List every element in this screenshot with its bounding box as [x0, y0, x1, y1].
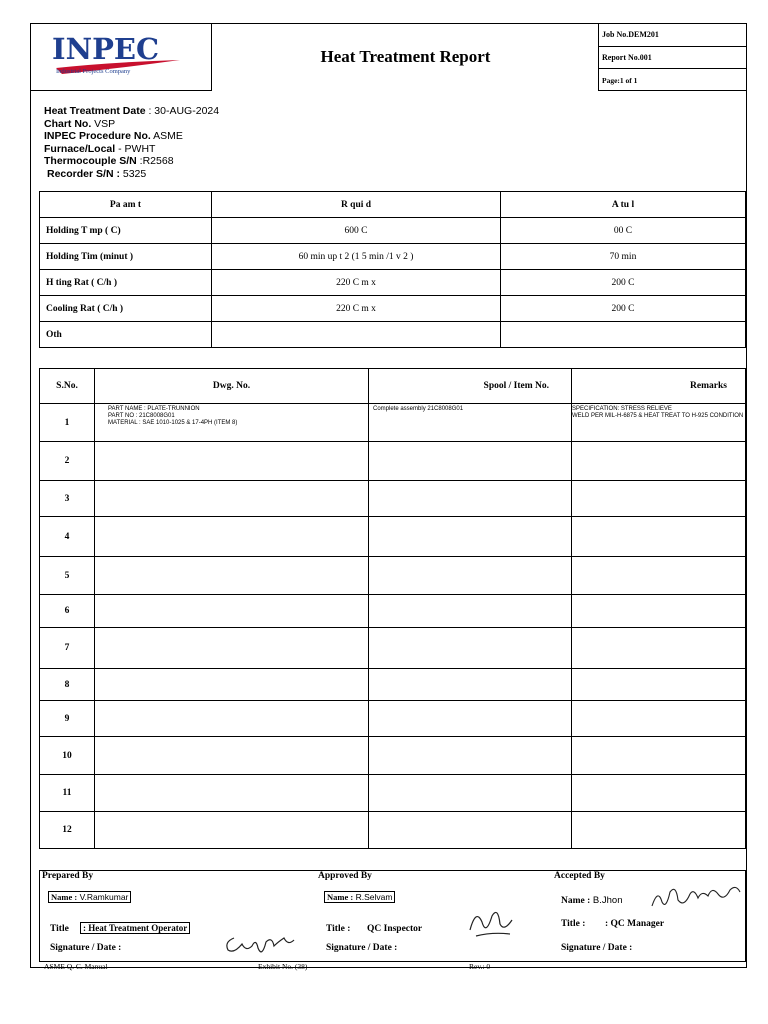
header-right-divider-1 [598, 46, 747, 47]
row-remarks [572, 628, 746, 669]
params-param: Cooling Rat ( C/h ) [40, 296, 212, 322]
dwg-part-name: PART NAME : PLATE-TRUNNION [108, 406, 200, 412]
prepared-title-label: Title [50, 924, 69, 934]
row-dwg [95, 628, 369, 669]
row-remarks [572, 517, 746, 557]
params-header-required: R qui d [212, 192, 501, 218]
row-sno: 4 [40, 517, 95, 557]
row-sno: 3 [40, 481, 95, 517]
params-actual [501, 322, 746, 348]
info-chart-value: VSP [91, 117, 116, 130]
row-spool [369, 517, 572, 557]
accepted-signature [648, 880, 744, 914]
row-remarks [572, 737, 746, 775]
row-sno: 7 [40, 628, 95, 669]
row-dwg [95, 557, 369, 595]
prepared-signature-label: Signature / Date : [50, 943, 122, 953]
approved-signature-label: Signature / Date : [326, 943, 398, 953]
params-required: 60 min up t 2 (1 5 min /1 v 2 ) [212, 244, 501, 270]
table-row [40, 701, 746, 737]
logo-text: INPEC [52, 32, 160, 66]
items-table [39, 368, 746, 849]
table-row [40, 481, 746, 517]
params-row [40, 270, 746, 296]
approved-title-value: QC Inspector [367, 924, 423, 934]
params-required: 220 C m x [212, 270, 501, 296]
row-sno: 9 [40, 701, 95, 737]
row-remarks [572, 812, 746, 849]
row-remarks [572, 669, 746, 701]
logo-tagline: Industrial Projects Company [56, 68, 131, 75]
params-actual: 00 C [501, 218, 746, 244]
info-date-value: : 30-AUG-2024 [145, 105, 220, 117]
row-dwg [95, 481, 369, 517]
items-header-row [40, 369, 746, 404]
approved-name [324, 892, 395, 902]
accepted-heading: Accepted By [554, 871, 605, 881]
company-logo [52, 34, 184, 80]
row-dwg [95, 442, 369, 481]
params-actual: 200 C [501, 296, 746, 322]
row-remarks [572, 557, 746, 595]
row-sno: 12 [40, 812, 95, 849]
info-block [44, 105, 219, 180]
info-thermocouple-label: Thermocouple S/N [44, 155, 137, 167]
row-dwg [95, 595, 369, 628]
params-row [40, 296, 746, 322]
info-procedure [44, 130, 219, 143]
accepted-title-value: : QC Manager [605, 919, 665, 929]
params-param: H ting Rat ( C/h ) [40, 270, 212, 296]
row-sno: 6 [40, 595, 95, 628]
row-spool [369, 669, 572, 701]
prepared-name-box [48, 891, 131, 903]
prepared-name-value: V.Ramkumar [77, 892, 129, 902]
accepted-title-label: Title : [561, 919, 586, 929]
table-row [40, 517, 746, 557]
row-spool [369, 775, 572, 812]
params-required [212, 322, 501, 348]
approved-signature [462, 902, 522, 942]
footer-middle: Exhibit No. (38) [258, 962, 308, 971]
info-furnace-label: Furnace/Local [44, 142, 116, 155]
params-row [40, 244, 746, 270]
row-sno: 2 [40, 442, 95, 481]
prepared-name [48, 892, 131, 902]
row-remarks [572, 481, 746, 517]
remarks-weld: WELD PER MIL-H-6875 & HEAT TREAT TO H-925 CONDITION [572, 413, 744, 419]
info-recorder-value: 5325 [119, 167, 147, 180]
page-count: Page:1 of 1 [602, 76, 638, 85]
params-param: Holding Tim (minut ) [40, 244, 212, 270]
row-dwg [95, 775, 369, 812]
row-spool [369, 701, 572, 737]
prepared-title-value: : Heat Treatment Operator [80, 922, 190, 934]
accepted-name [561, 895, 623, 906]
row-spool [369, 481, 572, 517]
row-spool [369, 442, 572, 481]
footer-left: ASME Q. C. Manual [44, 962, 108, 971]
params-actual: 70 min [501, 244, 746, 270]
approved-name-value: R.Selvam [353, 892, 393, 902]
row-spool [369, 737, 572, 775]
items-header-remarks: Remarks [572, 369, 746, 404]
row-remarks [572, 595, 746, 628]
prepared-signature [222, 928, 302, 958]
row-spool [369, 404, 572, 442]
params-param: Holding T mp ( C) [40, 218, 212, 244]
row-dwg [95, 669, 369, 701]
row-spool [369, 557, 572, 595]
remarks-spec: SPECIFICATION: STRESS RELIEVE [572, 406, 672, 412]
row-dwg [95, 404, 369, 442]
row-dwg [95, 701, 369, 737]
footer-right: Rev.: 0 [469, 962, 491, 971]
params-header-actual: A tu l [501, 192, 746, 218]
row-remarks [572, 442, 746, 481]
dwg-part-no: PART NO : 21C8008G01 [108, 413, 175, 419]
table-row [40, 595, 746, 628]
table-row [40, 669, 746, 701]
accepted-signature-label: Signature / Date : [561, 943, 633, 953]
info-procedure-label: INPEC Procedure No. [44, 130, 151, 142]
report-title: Heat Treatment Report [320, 47, 491, 66]
info-recorder [44, 168, 219, 181]
items-header-spool: Spool / Item No. [369, 369, 572, 404]
table-row [40, 557, 746, 595]
approved-name-label: Name : [327, 892, 354, 902]
prepared-heading: Prepared By [42, 871, 94, 881]
params-required: 600 C [212, 218, 501, 244]
info-thermocouple-value: :R2568 [136, 155, 174, 167]
table-row [40, 737, 746, 775]
dwg-material: MATERIAL : SAE 1010-1025 & 17-4PH (ITEM 8) [108, 420, 238, 426]
params-actual: 200 C [501, 270, 746, 296]
approved-name-box [324, 891, 395, 903]
info-chart-label: Chart No. [44, 117, 92, 130]
prepared-title [80, 923, 190, 933]
row-sno: 5 [40, 557, 95, 595]
table-row [40, 442, 746, 481]
approved-title-label: Title : [326, 924, 351, 934]
header-right-divider-2 [598, 68, 747, 69]
table-row [40, 404, 746, 442]
items-header-sno: S.No. [40, 369, 95, 404]
row-dwg [95, 812, 369, 849]
prepared-name-label: Name : [51, 892, 78, 902]
row-spool [369, 628, 572, 669]
params-param: Oth [40, 322, 212, 348]
info-procedure-value: ASME [150, 130, 183, 142]
table-row [40, 812, 746, 849]
params-table [39, 191, 746, 348]
info-thermocouple [44, 155, 219, 168]
info-recorder-label: Recorder S/N : [47, 167, 120, 180]
accepted-name-value: B.Jhon [590, 895, 623, 906]
items-header-dwg: Dwg. No. [95, 369, 369, 404]
row-dwg [95, 737, 369, 775]
row-sno: 1 [40, 404, 95, 442]
row-sno: 11 [40, 775, 95, 812]
table-row [40, 628, 746, 669]
table-row [40, 775, 746, 812]
info-furnace-value: - PWHT [115, 142, 156, 155]
info-date [44, 105, 219, 118]
accepted-name-label: Name : [561, 896, 591, 906]
report-no: Report No.001 [602, 53, 652, 62]
row-remarks [572, 404, 746, 442]
params-header-row [40, 192, 746, 218]
spool-value: Complete assembly 21C8008G01 [373, 406, 464, 412]
row-sno: 8 [40, 669, 95, 701]
row-spool [369, 595, 572, 628]
job-no: Job No.DEM201 [602, 30, 659, 39]
info-chart [44, 118, 219, 131]
params-required: 220 C m x [212, 296, 501, 322]
params-row [40, 218, 746, 244]
row-remarks [572, 701, 746, 737]
params-header-param: Pa am t [40, 192, 212, 218]
row-sno: 10 [40, 737, 95, 775]
info-furnace [44, 143, 219, 156]
approved-heading: Approved By [318, 871, 372, 881]
row-spool [369, 812, 572, 849]
params-row [40, 322, 746, 348]
row-remarks [572, 775, 746, 812]
row-dwg [95, 517, 369, 557]
info-date-label: Heat Treatment Date [44, 105, 146, 117]
